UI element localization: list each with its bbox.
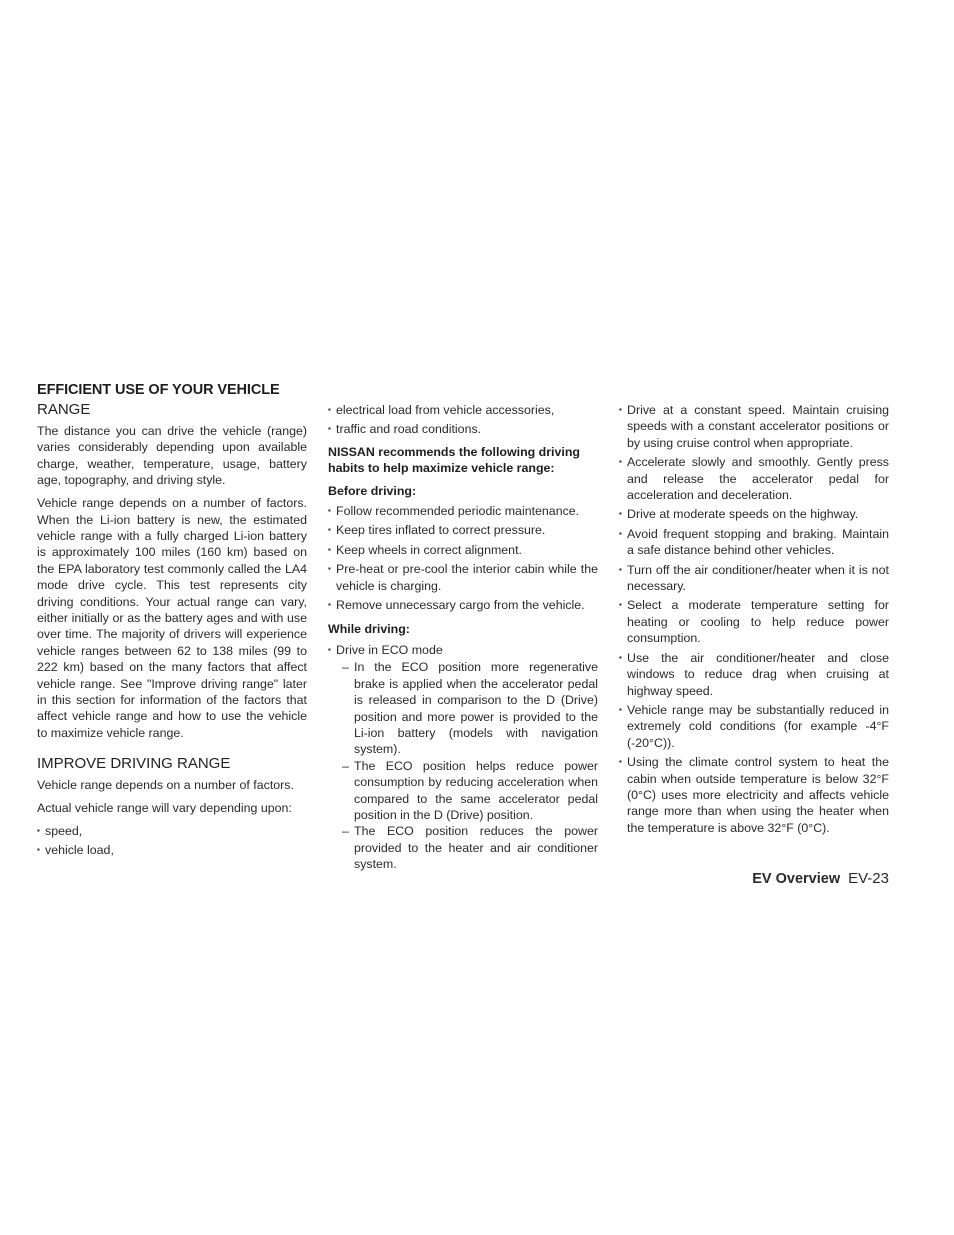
while-item: ▪ Use the air conditioner/heater and close windows to reduce drag when cruising at highway speed.	[619, 650, 889, 699]
before-item: ▪ Pre-heat or pre-cool the interior cabin while the vehicle is charging.	[328, 561, 598, 594]
eco-subitem: – The ECO position helps reduce power consumption by reducing acceleration when compared to the same accelerator pedal position in the D (Drive) position.	[328, 758, 598, 824]
while-driving-heading: While driving:	[328, 622, 410, 637]
section-title: EFFICIENT USE OF YOUR VEHICLE	[37, 382, 280, 398]
while-item: ▪ Drive at a constant speed. Maintain cruising speeds with a constant accelerator positions or by using cruise control when appropriate.	[619, 402, 889, 451]
factor-item: ▪ traffic and road conditions.	[328, 421, 598, 437]
factor-item: ▪ vehicle load,	[37, 842, 307, 858]
improve-paragraph-1: Vehicle range depends on a number of factors.	[37, 778, 294, 793]
while-item: ▪ Accelerate slowly and smoothly. Gently press and release the accelerator pedal for acceleration and deceleration.	[619, 454, 889, 503]
before-item: ▪ Follow recommended periodic maintenance.	[328, 503, 598, 519]
recommend-lead: NISSAN recommends the following driving habits to help maximize vehicle range:	[328, 444, 580, 476]
while-item: ▪ Select a moderate temperature setting for heating or cooling to help reduce power consumption.	[619, 597, 889, 646]
column-3	[619, 402, 889, 839]
improve-paragraph-2: Actual vehicle range will vary depending upon:	[37, 801, 292, 816]
range-heading: RANGE	[37, 401, 91, 418]
eco-item: ▪ Drive in ECO mode	[328, 642, 598, 658]
before-item: ▪ Remove unnecessary cargo from the vehicle.	[328, 597, 598, 613]
before-item: ▪ Keep wheels in correct alignment.	[328, 542, 598, 558]
while-item: ▪ Avoid frequent stopping and braking. Maintain a safe distance behind other vehicles.	[619, 526, 889, 559]
range-paragraph-2: Vehicle range depends on a number of factors. When the Li-ion battery is new, the estimated vehicle range with a fully charged Li-ion battery is approximately 100 miles (160 km) based on the EPA laboratory test commonly called the LA4 mode drive cycle. This test represents city driving conditions. Your actual range can vary, either initially or as the battery ages and with use over time. The majority of drivers will experience vehicle ranges between 62 to 138 miles (99 to 222 km) based on the many factors that affect vehicle range. See "Improve driving range" later in this section for information of the factors that affect vehicle range and how to use the vehicle to maximize vehicle range.	[37, 496, 307, 740]
page-footer	[600, 870, 889, 887]
while-item: ▪ Vehicle range may be substantially reduced in extremely cold conditions (for example -4°F (-20°C)).	[619, 702, 889, 751]
footer-section: EV Overview	[752, 871, 841, 887]
before-driving-heading: Before driving:	[328, 483, 417, 498]
while-item: ▪ Turn off the air conditioner/heater when it is not necessary.	[619, 562, 889, 595]
column-2	[328, 402, 598, 873]
while-item: ▪ Using the climate control system to heat the cabin when outside temperature is below 32°F (0°C) uses more electricity and affects vehicle range more than when using the heater when the temperature is above 32°F (0°C).	[619, 754, 889, 836]
while-item: ▪ Drive at moderate speeds on the highway.	[619, 506, 889, 522]
range-paragraph-1: The distance you can drive the vehicle (range) varies considerably depending upon available charge, weather, temperature, usage, battery age, topography, and driving style.	[37, 424, 307, 488]
eco-subitem: – The ECO position reduces the power provided to the heater and air conditioner system.	[328, 823, 598, 872]
column-1	[37, 380, 307, 862]
improve-heading: IMPROVE DRIVING RANGE	[37, 755, 231, 773]
before-item: ▪ Keep tires inflated to correct pressure.	[328, 522, 598, 538]
eco-subitem: – In the ECO position more regenerative brake is applied when the accelerator pedal is released in comparison to the D (Drive) position and more power is provided to the Li-ion battery (models with navigation system).	[328, 659, 598, 757]
factor-item: ▪ speed,	[37, 823, 307, 839]
page-number: EV-23	[848, 870, 889, 887]
factor-item: ▪ electrical load from vehicle accessories,	[328, 402, 598, 418]
